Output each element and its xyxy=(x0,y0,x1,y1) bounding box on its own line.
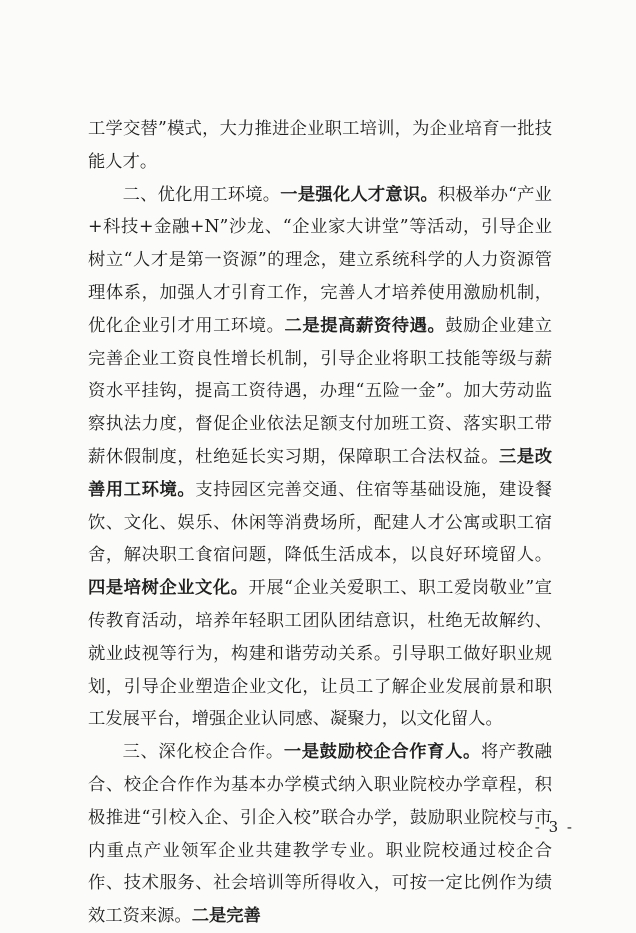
bold-heading-run: 三是改善用工环境。 xyxy=(88,446,552,500)
bold-heading-run: 二是提高薪资待遇。 xyxy=(284,315,446,336)
paragraph xyxy=(88,736,552,933)
bold-heading-run: 一是强化人才意识。 xyxy=(280,184,438,205)
text-run: 工学交替”模式，大力推进企业职工培训，为企业培育一批技能人才。 xyxy=(88,119,552,172)
paragraph xyxy=(88,113,552,179)
text-run: 三、深化校企合作。 xyxy=(122,742,284,763)
bold-heading-run: 四是培树企业文化。 xyxy=(88,578,249,599)
text-run: 开展“企业关爱职工、职工爱岗敬业”宣传教育活动，培养年轻职工团队团结意识，杜绝无故解约、就业歧视等行为，构建和谐劳动关系。引导职工做好职业规划，引导企业塑造企业文化，让员工了解企业发展前景和职工发展平台，增强企业认同感、凝聚力，以文化留人。 xyxy=(88,578,552,730)
bold-heading-run: 二是完善 xyxy=(191,906,261,927)
bold-heading-run: 一是鼓励校企合作育人。 xyxy=(283,742,481,763)
text-run: 支持园区完善交通、住宿等基础设施，建设餐饮、文化、娱乐、休闲等消费场所，配建人才公寓或职工宿舍，解决职工食宿问题，降低生活成本，以良好环境留人。 xyxy=(88,479,552,566)
text-run: 鼓励企业建立完善企业工资良性增长机制，引导企业将职工技能等级与薪资水平挂钩，提高工资待遇，办理“五险一金”。加大劳动监察执法力度，督促企业依法足额支付加班工资、落实职工带薪休假制度，杜绝延长实习期，保障职工合法权益。 xyxy=(88,315,552,467)
paragraph xyxy=(88,179,552,737)
text-run: 二、优化用工环境。 xyxy=(122,184,281,205)
page-number: - 3 - xyxy=(534,818,574,836)
body-text xyxy=(88,113,552,933)
text-run: 积极举办“产业+科技+金融+N”沙龙、“企业家大讲堂”等活动，引导企业树立“人才是第一资源”的理念，建立系统科学的人力资源管理体系，加强人才引育工作，完善人才培养使用激励机制，优化企业引才用工环境。 xyxy=(88,184,552,336)
text-run: 将产教融合、校企合作作为基本办学模式纳入职业院校办学章程，积极推进“引校入企、引企入校”联合办学，鼓励职业院校与市内重点产业领军企业共建教学专业。职业院校通过校企合作、技术服务、社会培训等所得收入，可按一定比例作为绩效工资来源。 xyxy=(88,742,552,927)
